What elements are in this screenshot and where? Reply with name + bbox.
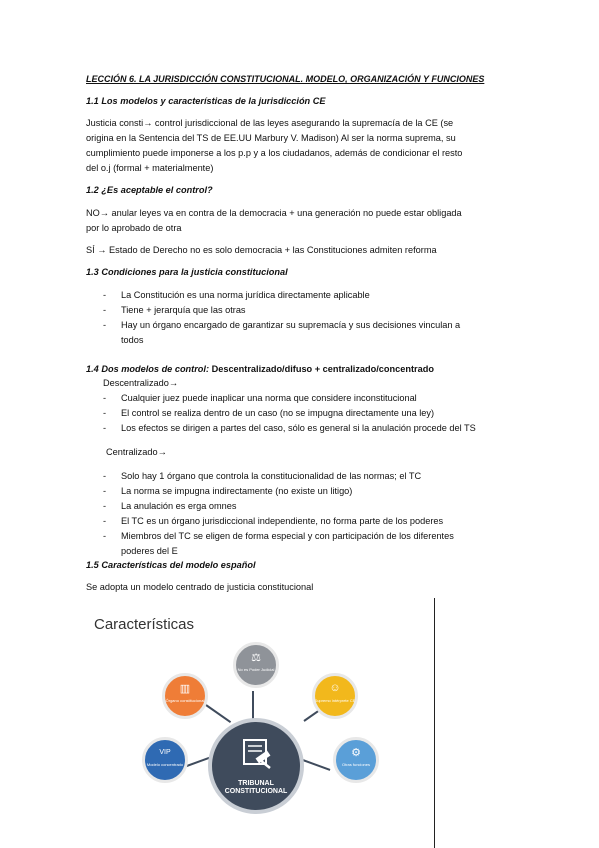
bullet-dash: -: [103, 471, 107, 481]
section-1-3-heading: 1.3 Condiciones para la justicia constitucional: [86, 267, 288, 277]
section-1-4-heading: [86, 363, 434, 376]
paragraph-line: SÍ → Estado de Derecho no es solo democracia + las Constituciones admiten reforma: [86, 245, 437, 255]
list-item: Solo hay 1 órgano que controla la constitucionalidad de las normas; el TC: [121, 471, 422, 481]
node-otras-funciones: [333, 737, 379, 783]
list-item: Miembros del TC se eligen de forma especial y con participación de los diferentes: [121, 531, 454, 541]
connector-line: [205, 704, 231, 723]
paragraph-line: por lo aprobado de otra: [86, 223, 182, 233]
node-modelo-concentrado: [142, 737, 188, 783]
list-item: Tiene + jerarquía que las otras: [121, 305, 246, 315]
bullet-dash: -: [103, 408, 107, 418]
head-icon: ☺: [329, 682, 341, 694]
paragraph-line: Se adopta un modelo centrado de justicia constitucional: [86, 582, 314, 592]
list-item: La Constitución es una norma jurídica directamente aplicable: [121, 290, 370, 300]
subheading-descentralizado: Descentralizado→: [103, 378, 179, 388]
connector-line: [300, 758, 331, 771]
lesson-title: LECCIÓN 6. LA JURISDICCIÓN CONSTITUCIONAL. MODELO, ORGANIZACIÓN Y FUNCIONES: [86, 74, 485, 84]
bullet-dash: -: [103, 305, 107, 315]
list-item: Hay un órgano encargado de garantizar su supremacía y sus decisiones vinculan a: [121, 320, 461, 330]
diagram-title: Características: [94, 616, 195, 633]
bullet-dash: -: [103, 531, 107, 541]
section-1-2-heading: 1.2 ¿Es aceptable el control?: [86, 185, 213, 195]
list-item: La norma se impugna indirectamente (no existe un litigo): [121, 486, 353, 496]
figure-border: [434, 598, 435, 848]
subheading-centralizado: Centralizado→: [106, 447, 167, 457]
section-1-1-heading: 1.1 Los modelos y características de la jurisdicción CE: [86, 96, 326, 106]
paragraph-line: Justicia consti→ control jurisdiccional de las leyes asegurando la supremacía de la CE (se: [86, 118, 454, 128]
hub-label-line-2: CONSTITUCIONAL: [224, 788, 288, 795]
node-no-es-poder-judicial: [233, 642, 279, 688]
list-item: Los efectos se dirigen a partes del caso, sólo es general si la anulación procede del TS: [121, 423, 476, 433]
list-item: Cualquier juez puede inaplicar una norma que considere inconstitucional: [121, 393, 417, 403]
bullet-dash: -: [103, 423, 107, 433]
node-label: Órgano constitucional: [165, 698, 205, 703]
vip-icon: VIP: [159, 749, 171, 756]
node-label: Supremo intérprete CE: [314, 698, 356, 703]
node-supremo-interprete: [312, 673, 358, 719]
list-item: La anulación es erga omnes: [121, 501, 237, 511]
paragraph-line: del o.j (formal + materialmente): [86, 163, 214, 173]
node-organo-constitucional: [162, 673, 208, 719]
bullet-dash: -: [103, 516, 107, 526]
section-1-5-heading: 1.5 Características del modelo español: [86, 560, 256, 570]
list-item: todos: [121, 335, 144, 345]
bullet-dash: -: [103, 290, 107, 300]
bullet-dash: -: [103, 486, 107, 496]
bullet-dash: -: [103, 393, 107, 403]
list-item: El control se realiza dentro de un caso (no se impugna directamente una ley): [121, 408, 435, 418]
gavel-icon: [238, 734, 276, 772]
section-1-4-heading-bold: Descentralizado/difuso + centralizado/concentrado: [211, 364, 434, 374]
characteristics-diagram: [86, 598, 435, 848]
building-icon: ▥: [179, 683, 191, 695]
hub-label-line-1: TRIBUNAL: [238, 780, 274, 787]
list-item: poderes del E: [121, 546, 178, 556]
paragraph-line: NO→ anular leyes va en contra de la democracia + una generación no puede estar obligada: [86, 208, 462, 218]
list-item: El TC es un órgano jurisdiccional independiente, no forma parte de los poderes: [121, 516, 444, 526]
paragraph-line: origina en la Sentencia del TS de EE.UU Marbury V. Madison) Al ser la norma suprema, su: [86, 133, 456, 143]
node-label: Modelo concentrado: [146, 762, 184, 767]
bullet-dash: -: [103, 501, 107, 511]
node-label: Otras funciones: [341, 762, 370, 767]
gear-icon: ⚙: [351, 747, 361, 759]
paragraph-line: cumplimiento puede imponerse a los p.p y a los ciudadanos, además de condicionar el resto: [86, 148, 463, 158]
tribunal-constitucional-hub: [208, 718, 304, 814]
section-1-4-heading-italic: 1.4 Dos modelos de control:: [86, 364, 212, 374]
gavel-icon: ⚖: [251, 652, 261, 664]
hub-label: [212, 780, 300, 796]
bullet-dash: -: [103, 320, 107, 330]
node-label: No es Poder Judicial: [237, 667, 275, 672]
